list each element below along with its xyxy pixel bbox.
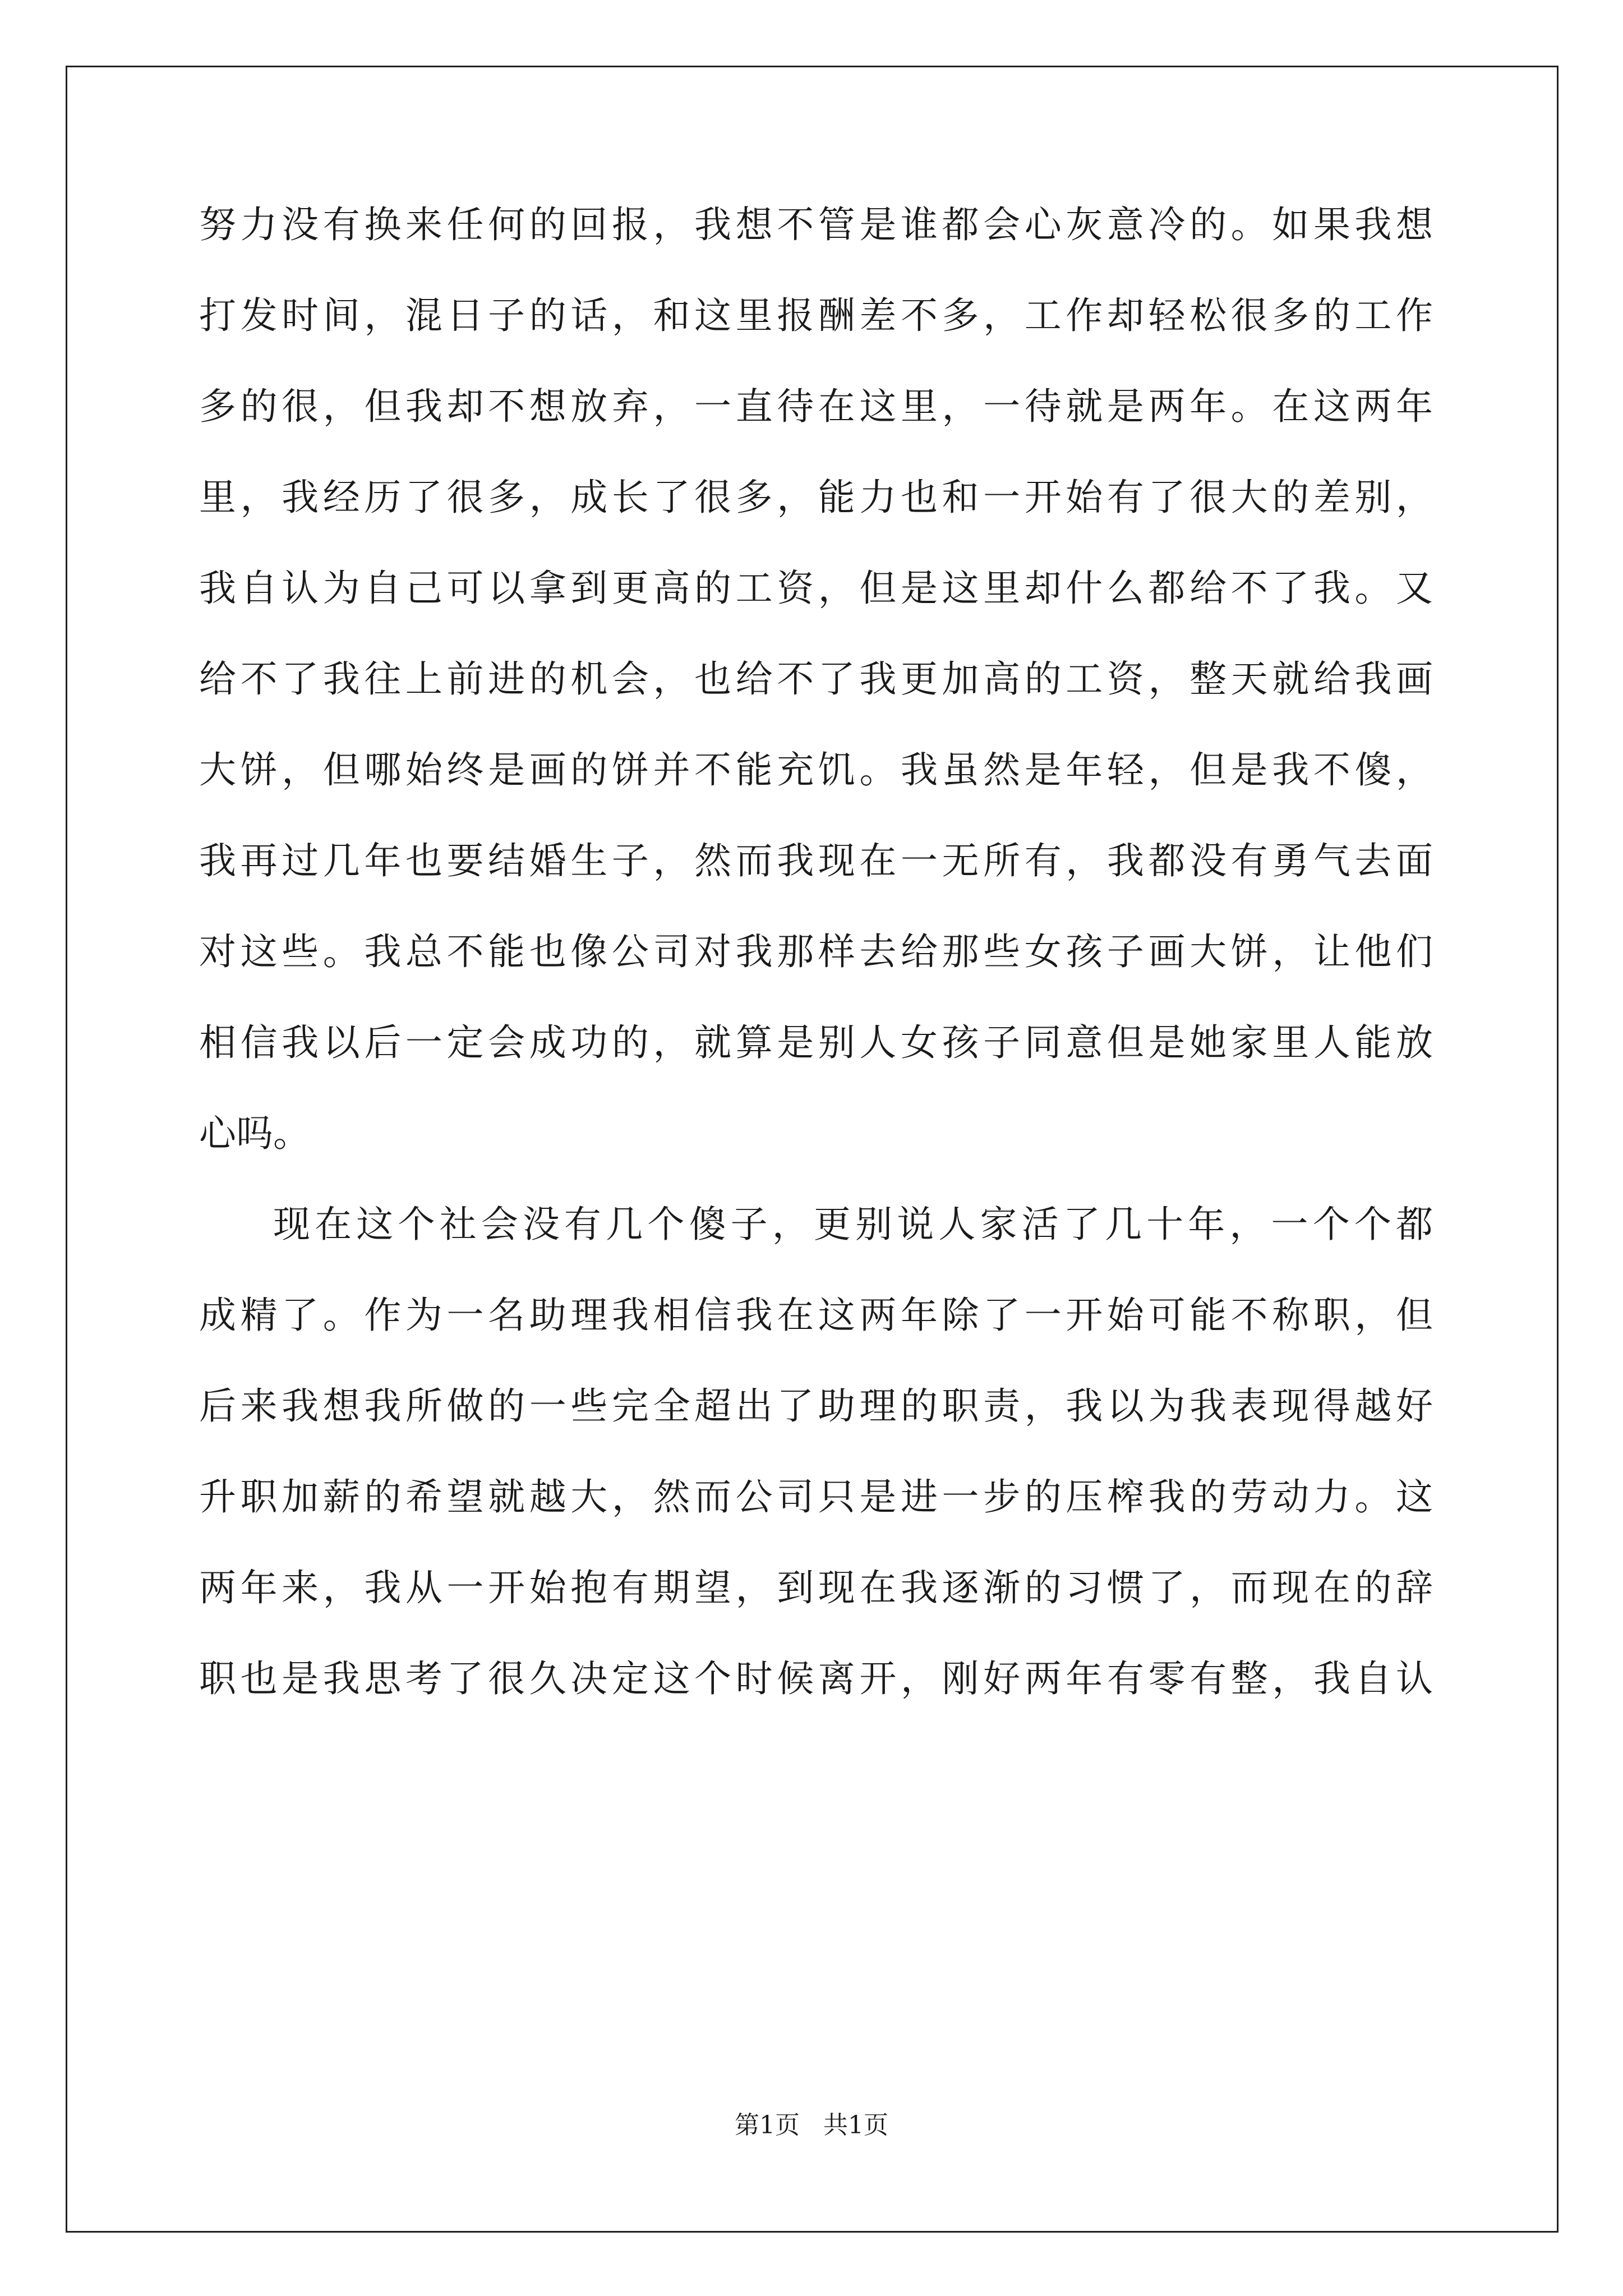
text-line: 心吗。 [199, 1112, 310, 1155]
text-line: 升职加薪的希望就越大，然而公司只是进一步的压榨我的劳动力。这 [199, 1475, 1433, 1519]
text-line: 努力没有换来任何的回报，我想不管是谁都会心灰意冷的。如果我想 [199, 203, 1433, 246]
text-line: 里，我经历了很多，成长了很多，能力也和一开始有了很大的差别， [199, 476, 1433, 519]
text-line: 打发时间，混日子的话，和这里报酬差不多，工作却轻松很多的工作 [199, 294, 1433, 337]
text-line: 对这些。我总不能也像公司对我那样去给那些女孩子画大饼，让他们 [199, 930, 1433, 973]
text-line: 我自认为自己可以拿到更高的工资，但是这里却什么都给不了我。又 [199, 567, 1433, 610]
text-line: 职也是我思考了很久决定这个时候离开，刚好两年有零有整，我自认 [199, 1657, 1433, 1700]
text-line: 相信我以后一定会成功的，就算是别人女孩子同意但是她家里人能放 [199, 1021, 1433, 1064]
text-line: 现在这个社会没有几个傻子，更别说人家活了几十年，一个个都 [273, 1203, 1433, 1246]
text-line: 大饼，但哪始终是画的饼并不能充饥。我虽然是年轻，但是我不傻， [199, 748, 1433, 792]
text-line: 成精了。作为一名助理我相信我在这两年除了一开始可能不称职，但 [199, 1294, 1433, 1337]
document-body [199, 203, 1433, 1751]
page-footer: 第1页 共1页 [735, 2111, 888, 2139]
text-line: 给不了我往上前进的机会，也给不了我更加高的工资，整天就给我画 [199, 657, 1433, 701]
text-line: 我再过几年也要结婚生子，然而我现在一无所有，我都没有勇气去面 [199, 839, 1433, 882]
text-line: 后来我想我所做的一些完全超出了助理的职责，我以为我表现得越好 [199, 1384, 1433, 1428]
text-line: 两年来，我从一开始抱有期望，到现在我逐渐的习惯了，而现在的辞 [199, 1566, 1433, 1609]
text-line: 多的很，但我却不想放弃，一直待在这里，一待就是两年。在这两年 [199, 385, 1433, 428]
